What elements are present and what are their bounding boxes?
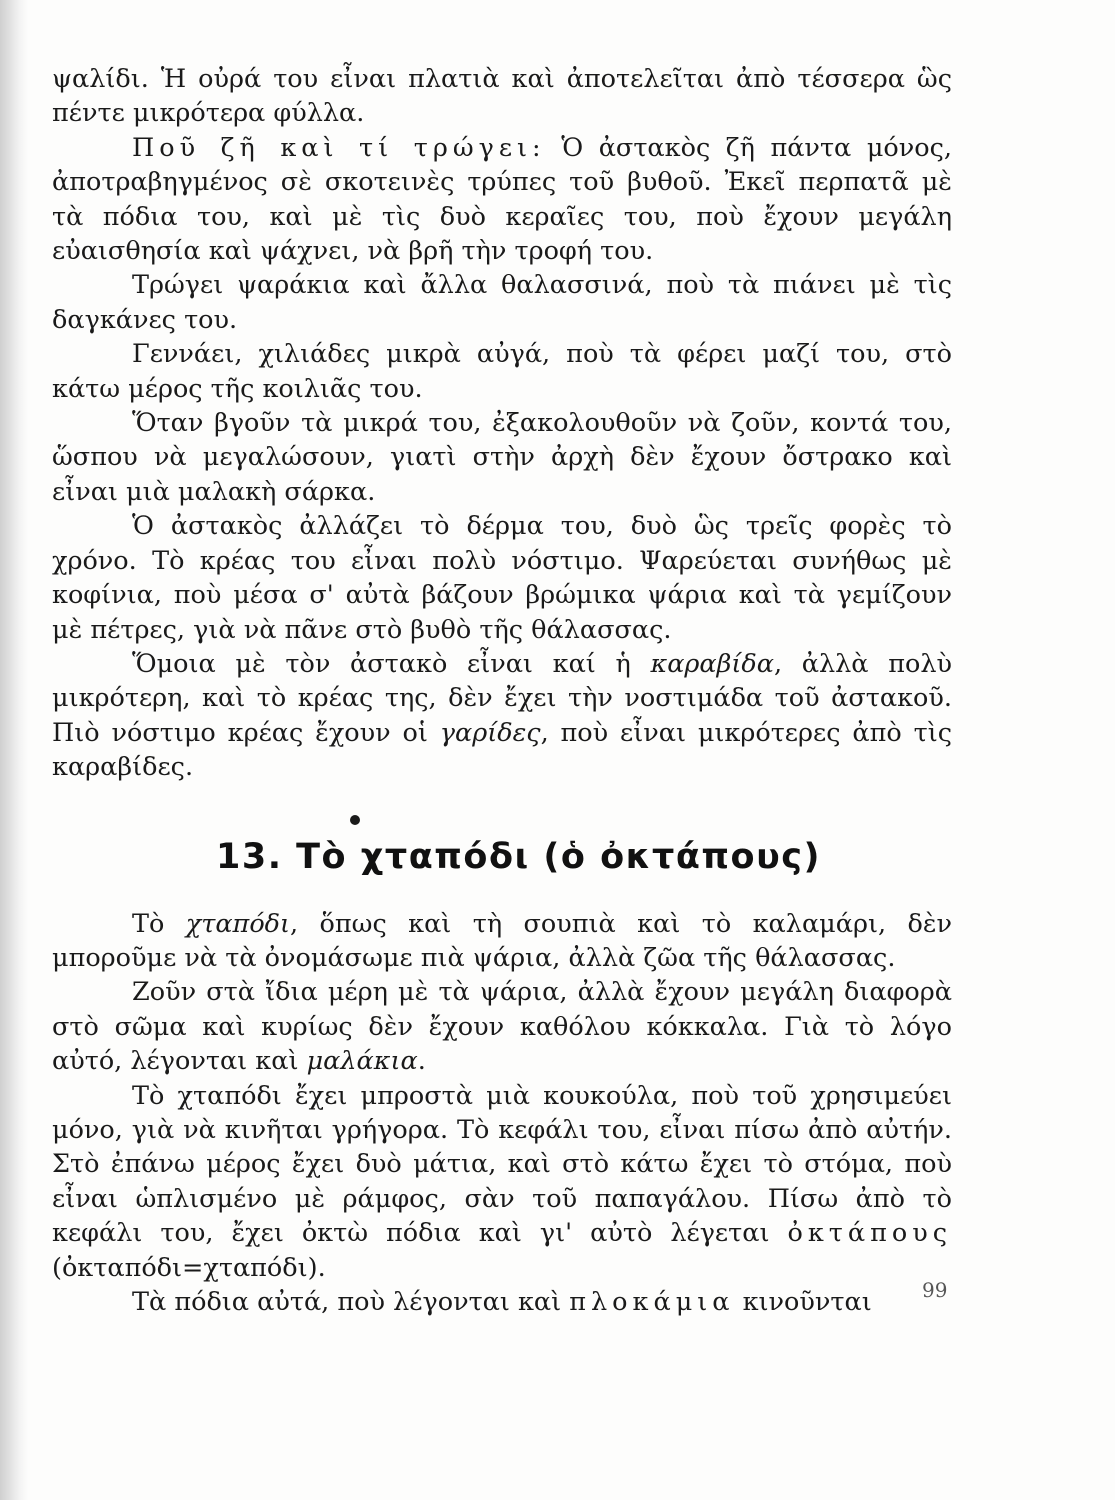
text-run: , ποὺ εἶναι μικρότερες ἀπὸ τὶς καραβίδες. [52, 717, 952, 783]
paragraph [52, 62, 952, 131]
spaced-term: ὀκτάπους [787, 1218, 952, 1249]
text-run: Ὅταν βγοῦν τὰ μικρά του, ἐξακολουθοῦν νὰ ζοῦν, κοντά του, ὥσπου νὰ μεγαλώσουν, γιατὶ στὴν ἀρχὴ δὲν ἔχουν ὄστρακο καὶ εἶναι μιὰ μαλακὴ σάρκα. [52, 408, 952, 507]
page-number: 99 [922, 1278, 948, 1302]
text-run: Τὰ πόδια αὐτά, ποὺ λέγονται καὶ [132, 1287, 570, 1317]
text-run: Γεννάει, χιλιάδες μικρὰ αὐγά, ποὺ τὰ φέρει μαζί του, στὸ κάτω μέρος τῆς κοιλιᾶς του. [52, 339, 952, 404]
text-run: Τὸ [132, 908, 186, 939]
paragraph [52, 406, 952, 509]
lobster-section [52, 62, 952, 785]
italic-term: καραβίδα [650, 648, 774, 679]
paragraph [52, 647, 952, 785]
text-run: ψαλίδι. Ἡ οὐρά του εἶναι πλατιὰ καὶ ἀποτελεῖται ἀπὸ τέσσερα ὣς πέντε μικρότερα φύλλα. [52, 64, 952, 129]
text-run: Ζοῦν στὰ ἴδια μέρη μὲ τὰ ψάρια, ἀλλὰ ἔχουν μεγάλη διαφορὰ στὸ σῶμα καὶ κυρίως δὲν ἔχουν καθόλου κόκκαλα. Γιὰ τὸ λόγο αὐτό, λέγονται καὶ [52, 977, 952, 1077]
section-bullet [350, 815, 360, 825]
paragraph [52, 1079, 952, 1285]
text-run: Ὁ ἀστακὸς ζῆ πάντα μόνος, ἀποτραβηγμένος σὲ σκοτεινὲς τρύπες τοῦ βυθοῦ. Ἐκεῖ περπατᾶ μὲ τὰ πόδια του, καὶ μὲ τὶς δυὸ κεραῖες του, ποὺ ἔχουν μεγάλη εὐαισθησία καὶ ψάχνει, νὰ βρῆ τὴν τροφή του. [52, 132, 952, 267]
italic-term: μαλάκια [306, 1046, 418, 1077]
spaced-term: Ποῦ ζῆ καὶ τί τρώγει: [132, 132, 546, 163]
text-run: (ὀκταπόδι=χταπόδι). [52, 1252, 326, 1283]
paragraph [52, 509, 952, 647]
text-run: Τὸ χταπόδι ἔχει μπροστὰ μιὰ κουκούλα, ποὺ τοῦ χρησιμεύει μόνο, γιὰ νὰ κινῆται γρήγορα. Τὸ κεφάλι του, εἶναι πίσω ἀπὸ αὐτήν. Στὸ ἐπάνω μέρος ἔχει δυὸ μάτια, καὶ στὸ κάτω ἔχει τὸ στόμα, ποὺ εἶναι ὡπλισμένο μὲ ράμφος, σὰν τοῦ παπαγάλου. Πίσω ἀπὸ τὸ κεφάλι του, ἔχει ὀκτὼ πόδια καὶ γι' αὐτὸ λέγεται [52, 1080, 952, 1249]
paragraph [52, 337, 952, 406]
octopus-section [52, 907, 952, 1320]
page-edge-shadow [0, 0, 28, 1500]
page-text [52, 62, 952, 1319]
paragraph [52, 907, 952, 976]
text-run: , ἀλλὰ πολὺ μικρότερη, καὶ τὸ κρέας της, δὲν ἔχει τὴν νοστιμάδα τοῦ ἀστακοῦ. Πιὸ νόστιμο κρέας ἔχουν οἱ [52, 648, 952, 748]
text-run: κινοῦνται [734, 1287, 872, 1317]
paragraph [52, 1285, 952, 1319]
spaced-term: πλοκάμια [569, 1287, 735, 1317]
paragraph [52, 268, 952, 337]
text-run: , ὅπως καὶ τὴ σουπιὰ καὶ τὸ καλαμάρι, δὲν μποροῦμε νὰ τὰ ὀνομάσωμε πιὰ ψάρια, ἀλλὰ ζῶα τῆς θάλασσας. [52, 908, 953, 973]
paragraph [52, 975, 952, 1078]
paragraph [52, 131, 952, 269]
text-run: Τρώγει ψαράκια καὶ ἄλλα θαλασσινά, ποὺ τὰ πιάνει μὲ τὶς δαγκάνες του. [52, 270, 952, 335]
text-run: Ὁ ἀστακὸς ἀλλάζει τὸ δέρμα του, δυὸ ὣς τρεῖς φορὲς τὸ χρόνο. Τὸ κρέας του εἶναι πολὺ νόστιμο. Ψαρεύεται συνήθως μὲ κοφίνια, ποὺ μέσα σ' αὐτὰ βάζουν βρώμικα ψάρια καὶ τὰ γεμίζουν μὲ πέτρες, γιὰ νὰ πᾶνε στὸ βυθὸ τῆς θάλασσας. [52, 511, 952, 645]
italic-term: γαρίδες [439, 717, 541, 748]
text-run: Ὅμοια μὲ τὸν ἀστακὸ εἶναι καί ἡ [132, 648, 651, 679]
section-heading: 13. Τὸ χταπόδι (ὁ ὀκτάπους) [216, 836, 821, 877]
text-run: . [417, 1046, 426, 1077]
italic-term: χταπόδι [185, 908, 291, 939]
